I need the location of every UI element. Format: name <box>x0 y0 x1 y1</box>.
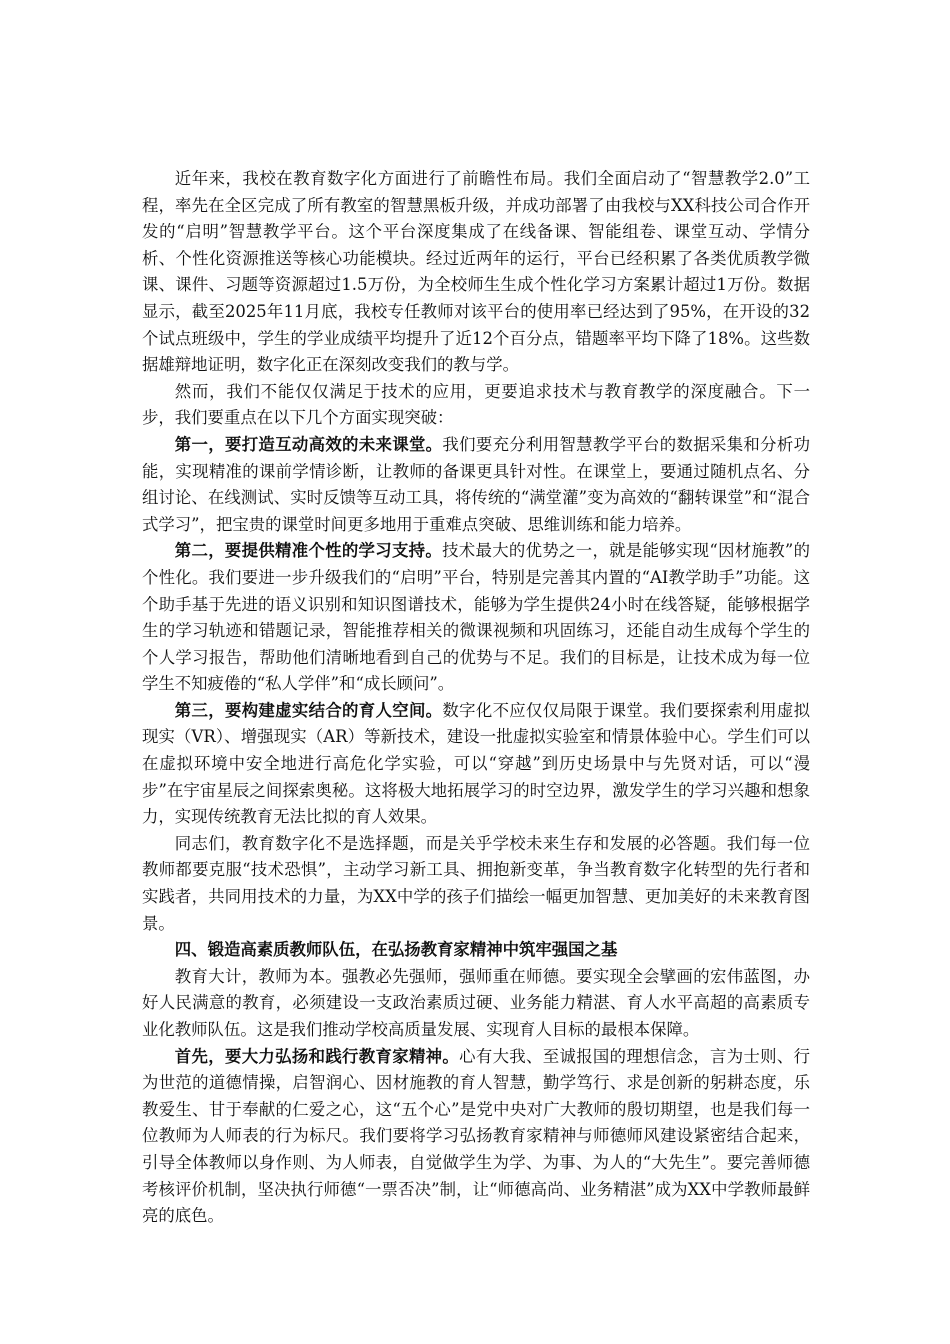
paragraph-closing-call <box>142 831 810 937</box>
paragraph-lead: 第三，要构建虚实结合的育人空间。 <box>174 700 443 720</box>
paragraph-text: 近年来，我校在教育数字化方面进行了前瞻性布局。我们全面启动了“智慧教学2.0”工程，率先在全区完成了所有教室的智慧黑板升级，并成功部署了由我校与XX科技公司合作开发的“启明”智慧教学平台。这个平台深度集成了在线备课、智能组卷、课堂互动、学情分析、个性化资源推送等核心功能模块。经过近两年的运行，平台已经积累了各类优质教学微课、课件、习题等资源超过1.5万份，为全校师生生成个性化学习方案累计超过1万份。数据显示，截至2025年11月底，我校专任教师对该平台的使用率已经达到了95%，在开设的32个试点班级中，学生的学业成绩平均提升了近12个百分点，错题率平均下降了18%。这些数据雄辩地证明，数字化正在深刻改变我们的教与学。 <box>142 169 810 375</box>
paragraph-educator-spirit <box>142 1044 810 1230</box>
paragraph-text: 数字化不应仅仅局限于课堂。我们要探索利用虚拟现实（VR）、增强现实（AR）等新技术，建设一批虚拟实验室和情景体验中心。学生们可以在虚拟环境中安全地进行高危化学实验，可以“穿越”到历史场景中与先贤对话，可以“漫步”在宇宙星辰之间探索奥秘。这将极大地拓展学习的时空边界，激发学生的学习兴趣和想象力，实现传统教育无法比拟的育人效果。 <box>142 700 810 827</box>
paragraph-text: 教育大计，教师为本。强教必先强师，强师重在师德。要实现全会擘画的宏伟蓝图，办好人民满意的教育，必须建设一支政治素质过硬、业务能力精湛、育人水平高超的高素质专业化教师队伍。这是我们推动学校高质量发展、实现育人目标的最根本保障。 <box>142 966 810 1039</box>
paragraph-second-point <box>142 538 810 698</box>
section-heading: 四、锻造高素质教师队伍，在弘扬教育家精神中筑牢强国之基 <box>174 940 618 960</box>
paragraph-digital-layout <box>142 166 810 379</box>
paragraph-teacher-team <box>142 964 810 1044</box>
paragraph-text: 同志们，教育数字化不是选择题，而是关乎学校未来生存和发展的必答题。我们每一位教师都要克服“技术恐惧”，主动学习新工具、拥抱新变革，争当教育数字化转型的先行者和实践者，共同用技术的力量，为XX中学的孩子们描绘一幅更加智慧、更加美好的未来教育图景。 <box>142 833 810 933</box>
paragraph-text: 技术最大的优势之一，就是能够实现“因材施教”的个性化。我们要进一步升级我们的“启明”平台，特别是完善其内置的“AI教学助手”功能。这个助手基于先进的语义识别和知识图谱技术，能够为学生提供24小时在线答疑，能够根据学生的学习轨迹和错题记录，智能推荐相关的微课视频和巩固练习，还能自动生成每个学生的个人学习报告，帮助他们清晰地看到自己的优势与不足。我们的目标是，让技术成为每一位学生不知疲倦的“私人学伴”和“成长顾问”。 <box>142 541 810 694</box>
paragraph-lead: 第一，要打造互动高效的未来课堂。 <box>174 434 443 454</box>
paragraph-text: 我们要充分利用智慧教学平台的数据采集和分析功能，实现精准的课前学情诊断，让教师的备课更具针对性。在课堂上，要通过随机点名、分组讨论、在线测试、实时反馈等互动工具，将传统的“满堂灌”变为高效的“翻转课堂”和“混合式学习”，把宝贵的课堂时间更多地用于重难点突破、思维训练和能力培养。 <box>142 434 810 534</box>
paragraph-lead: 首先，要大力弘扬和践行教育家精神。 <box>174 1046 460 1066</box>
paragraph-lead: 第二，要提供精准个性的学习支持。 <box>174 541 443 561</box>
paragraph-first-point <box>142 432 810 538</box>
paragraph-next-steps <box>142 379 810 432</box>
paragraph-text: 心有大我、至诚报国的理想信念，言为士则、行为世范的道德情操，启智润心、因材施教的育人智慧，勤学笃行、求是创新的躬耕态度，乐教爱生、甘于奉献的仁爱之心，这“五个心”是党中央对广大教师的殷切期望，也是我们每一位教师为人师表的行为标尺。我们要将学习弘扬教育家精神与师德师风建设紧密结合起来，引导全体教师以身作则、为人师表，自觉做学生为学、为事、为人的“大先生”。要完善师德考核评价机制，坚决执行师德“一票否决”制，让“师德高尚、业务精湛”成为XX中学教师最鲜亮的底色。 <box>142 1046 811 1226</box>
paragraph-third-point <box>142 698 810 831</box>
paragraph-text: 然而，我们不能仅仅满足于技术的应用，更要追求技术与教育教学的深度融合。下一步，我们要重点在以下几个方面实现突破： <box>142 381 810 428</box>
